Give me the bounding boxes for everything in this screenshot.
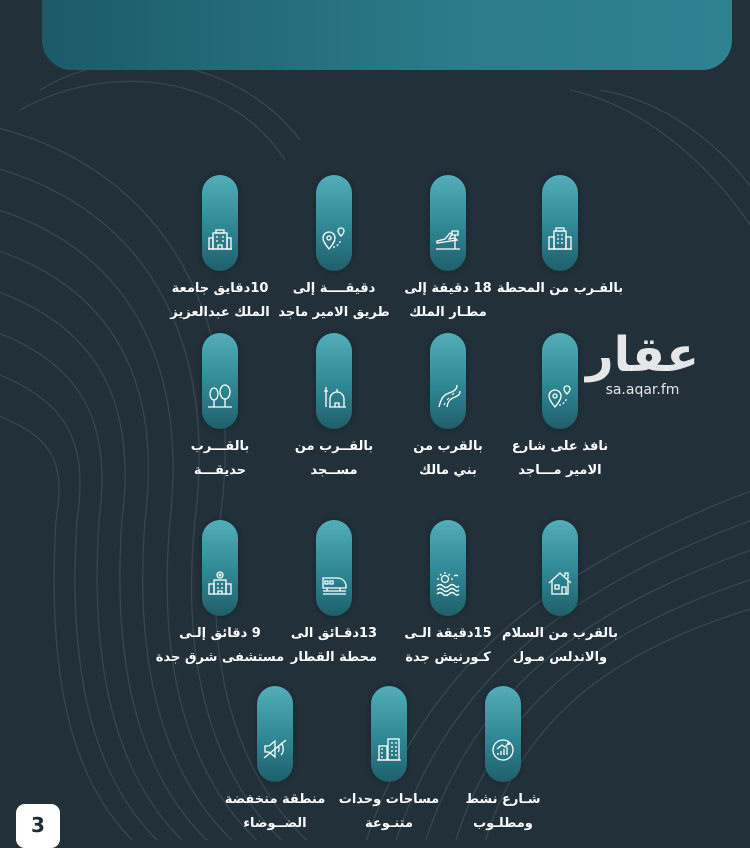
airport-icon [435, 225, 461, 251]
feature-text: نافذ على شارع الامير مـــاجد [511, 439, 609, 478]
road-icon [435, 383, 461, 409]
feature-text: شـارع نشط ومطلـوب [465, 792, 541, 831]
feature-icon-tile [202, 520, 238, 616]
aqar-url: sa.aqar.fm [605, 382, 680, 398]
feature-text: 9 دقائق إلـى مستشفى شرق جدة [155, 626, 285, 665]
buildings-icon [376, 736, 402, 762]
feature-icon-tile [542, 333, 578, 429]
feature-icon-tile [316, 520, 352, 616]
feature-text: منطقة منخفضة الضــوضاء [224, 792, 326, 831]
park-trees-icon [207, 383, 233, 409]
route-pin-icon [321, 225, 347, 251]
feature-text: 10دقايق جامعة الملك عبدالعزيز [170, 281, 270, 320]
page-number-badge: 3 [16, 804, 60, 848]
feature-icon-tile [485, 686, 521, 782]
feature-icon-tile [430, 175, 466, 271]
top-banner [42, 0, 732, 70]
building-icon [547, 225, 573, 251]
train-icon [321, 570, 347, 596]
sea-sun-icon [435, 570, 461, 596]
aqar-logo-text: عقار [586, 327, 699, 383]
aqar-watermark [585, 328, 700, 398]
route-pin-icon [547, 383, 573, 409]
feature-text: بالقــرب من مســجد [294, 439, 374, 478]
feature-icon-tile [202, 333, 238, 429]
feature-text: دقيقــــة إلى طريق الامير ماجد [278, 281, 390, 320]
feature-icon-tile [202, 175, 238, 271]
house-icon [547, 570, 573, 596]
feature-text: 13دقـائق الى محطة القطار [290, 626, 378, 665]
feature-icon-tile [257, 686, 293, 782]
university-icon [207, 225, 233, 251]
feature-icon-tile [430, 520, 466, 616]
feature-icon-tile [542, 175, 578, 271]
feature-text: 15دقيقة الـى كـورنيش جدة [404, 626, 492, 665]
feature-text: بالقرب من بني مالك [413, 439, 483, 478]
feature-icon-tile [542, 520, 578, 616]
feature-icon-tile [371, 686, 407, 782]
growth-chart-icon [490, 736, 516, 762]
feature-text: مساحات وحدات متنـوعة [338, 792, 440, 831]
feature-text: 18 دقيقة إلى مطـار الملك [404, 281, 492, 320]
mosque-icon [321, 383, 347, 409]
feature-icon-tile [430, 333, 466, 429]
feature-icon-tile [316, 333, 352, 429]
feature-icon-tile [316, 175, 352, 271]
feature-text: بالقـــرب حديقـــة [190, 439, 250, 478]
feature-text: بالقرب من السلام والاندلس مـول [502, 626, 618, 665]
hospital-icon [207, 570, 233, 596]
feature-text: بالقـرب من المحطة [496, 281, 624, 296]
low-noise-icon [262, 736, 288, 762]
